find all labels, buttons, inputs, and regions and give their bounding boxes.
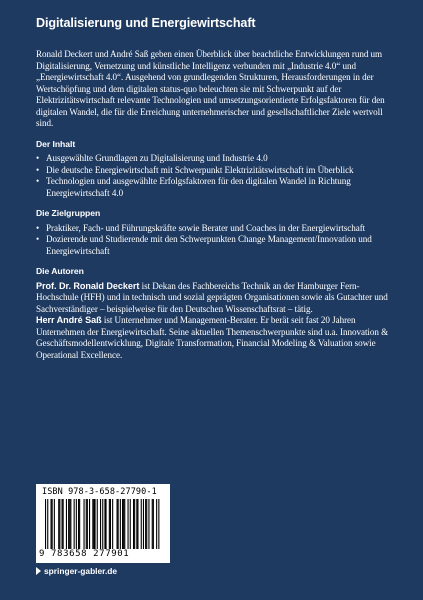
list-item [36,223,391,235]
barcode-bar [78,499,79,549]
barcode-bar [69,499,70,549]
list-item-text: Technologien und ausgewählte Erfolgsfaktoren für den digitalen Wandel in Richtung Energiewirtschaft 4.0 [46,176,351,198]
barcode-bar [122,499,123,549]
barcode-bar [87,499,88,549]
barcode-bar [70,499,71,549]
inhalt-list [36,153,391,199]
author-bio-text: ist Unternehmer und Management-Berater. Er berät seit fast 20 Jahren Unternehmen der Energiewirtschaft. Seine aktuellen Themenschwerpunkte sind u.a. Innovation & Geschäftsmodellentwicklung, Digitale Transformation, Financial Modeling & Valuation sowie Operational Excellence. [36,315,389,360]
barcode-bar [130,499,131,549]
bullet-icon: • [36,176,40,186]
barcode-bar [102,499,103,549]
section-heading-autoren: Die Autoren [36,266,84,276]
barcode-bar [143,499,144,549]
barcode-bar [63,499,64,549]
isbn-number: ISBN 978-3-658-27790-1 [42,487,157,497]
barcode-bar [106,499,107,549]
page-title: Digitalisierung und Energiewirtschaft [36,16,256,30]
barcode-bar [89,499,90,549]
barcode-bar [134,499,135,549]
intro-paragraph: Ronald Deckert und André Saß geben einen Überblick über beachtliche Entwicklungen rund um Digitalisierung, Vernetzung und künstliche Intelligenz verbunden mit „Industrie 4.0“ und „Energiewirtschaft 4.0“. Ausgehend von grundlegenden Strukturen, Herausforderungen in der Wertschöpfung und dem digitalen status-quo beleuchten sie mit Schwerpunkt auf der Elektrizitätswirtschaft relevante Technologien und umsetzungsorientierte Erfolgsfaktoren für den digitalen Wandel, die für die Erreichung unternehmerischer und gesellschaftlicher Ziele wertvoll sind. [36,49,385,128]
barcode-bar [123,499,124,549]
bullet-icon: • [36,164,40,175]
barcode-bar [79,499,80,549]
barcode-bar [93,499,94,549]
barcode-bar [124,499,125,549]
barcode-bar [109,499,110,549]
barcode-bar [68,499,69,549]
barcode-bar [84,499,85,549]
author-bio-text: ist Dekan des Fachbereichs Technik an der Hamburger Fern-Hochschule (HFH) und in technisch und sozial geprägten Organisationen sowie als Gutachter und Sachverständiger – beispielweise für den Deutschen Wissenschaftsrat – tätig. [36,280,388,314]
barcode-bar [146,499,147,549]
barcode-bar [45,499,46,549]
barcode-bar [136,499,137,549]
barcode-bar [133,499,134,549]
bullet-icon: • [36,153,40,163]
publisher-url: springer-gabler.de [44,566,118,576]
barcode-bar [158,499,159,549]
barcode-bar [86,499,87,549]
list-item-text: Praktiker, Fach- und Führungskräfte sowie Berater und Coaches in der Energiewirtschaft [46,222,366,233]
barcode-bar [47,499,48,549]
list-item [36,176,391,199]
barcode-bar [141,499,142,549]
barcode-bar [52,499,53,549]
list-item [36,165,391,177]
zielgruppen-list [36,223,391,258]
barcode-bar [62,499,63,549]
list-item-text: Die deutsche Energiewirtschaft mit Schwerpunkt Elektrizitätswirtschaft im Überblick [46,164,354,175]
isbn-barcode [36,484,170,563]
barcode-bar [66,499,67,549]
barcode-bar [137,499,138,549]
barcode-bar [148,499,149,549]
barcode-bar [156,499,157,549]
section-heading-inhalt: Der Inhalt [36,138,76,149]
bullet-icon: • [36,234,40,244]
barcode-bar [145,499,146,549]
publisher-link[interactable] [36,566,117,576]
barcode-bar [59,499,60,549]
barcode-bar [152,499,153,549]
barcode-bar [100,499,101,549]
author-bio-deckert [36,281,391,316]
barcode-bar [74,499,75,549]
barcode-icon [45,499,161,549]
author-name: Prof. Dr. Ronald Deckert [36,280,140,291]
list-item-text: Ausgewählte Grundlagen zu Digitalisierung und Industrie 4.0 [46,153,268,163]
arrow-right-icon [36,567,41,575]
barcode-bar [110,499,111,549]
barcode-digits: 9 783658 277901 [39,549,130,559]
barcode-bar [112,499,113,549]
list-item-text: Dozierende und Studierende mit den Schwerpunkten Change Management/Innovation und Energiewirtschaft [46,234,372,256]
list-item [36,234,391,257]
barcode-bar [104,499,105,549]
barcode-bar [97,499,98,549]
author-bio-sass [36,315,391,361]
list-item [36,153,391,165]
bullet-icon: • [36,222,40,233]
barcode-bar [95,499,96,549]
blurb-content [36,49,391,361]
barcode-bar [117,499,118,549]
barcode-bar [118,499,119,549]
barcode-bar [92,499,93,549]
barcode-bar [120,499,121,549]
barcode-bar [76,499,77,549]
barcode-bar [54,499,55,549]
barcode-bar [51,499,52,549]
author-name: Herr André Saß [36,315,102,325]
barcode-bar [128,499,129,549]
barcode-bar [153,499,154,549]
section-heading-zielgruppen: Die Zielgruppen [36,208,101,218]
barcode-bar [58,499,59,549]
